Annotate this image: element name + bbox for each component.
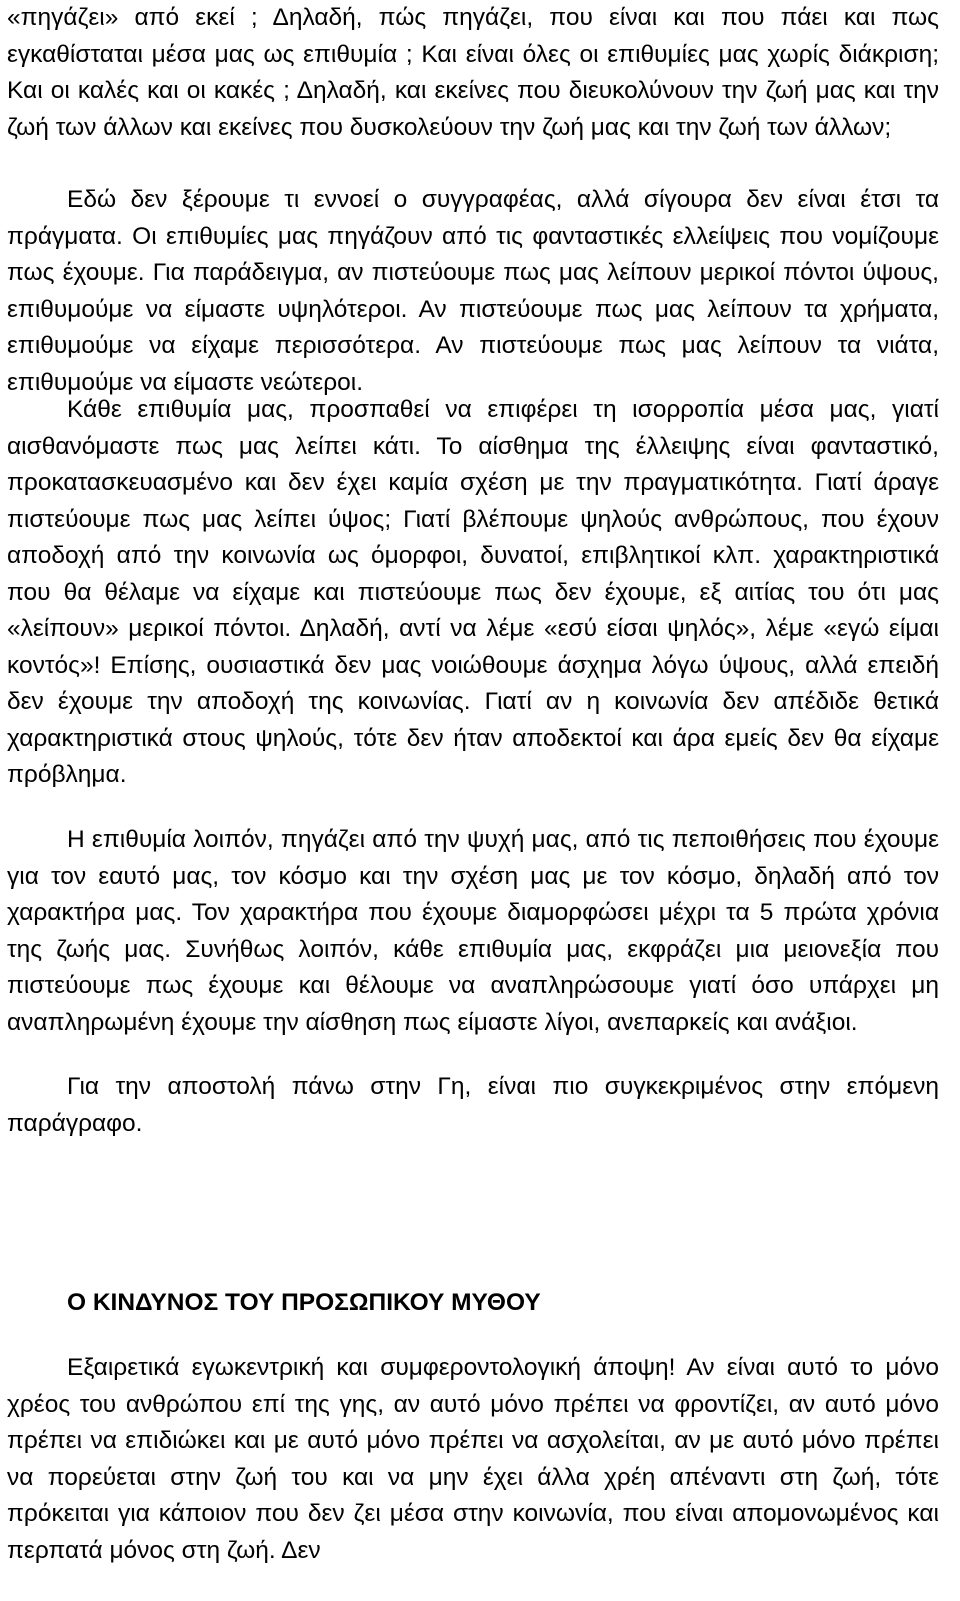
paragraph-egocentric-view: Εξαιρετικά εγωκεντρική και συμφεροντολογική άποψη! Αν είναι αυτό το μόνο χρέος του ανθρώπου επί της γης, αν αυτό μόνο πρέπει να φροντίζει, αν αυτό μόνο πρέπει να επιδιώκει και με αυτό μόνο πρέπει να ασχολείται, αν με αυτό μόνο πρέπει να πορεύεται στην ζωή του και να μην έχει άλλα χρέη απέναντι στη ζωή, τότε πρόκειται για κάποιον που δεν ζει μέσα στην κοινωνία, που είναι απομονωμένος και περπατά μόνος στη ζωή. Δεν	[7, 1354, 939, 1564]
paragraph-mission: Για την αποστολή πάνω στην Γη, είναι πιο συγκεκριμένος στην επόμενη παράγραφο.	[7, 1073, 939, 1137]
paragraph-desire-source: Η επιθυμία λοιπόν, πηγάζει από την ψυχή μας, από τις πεποιθήσεις που έχουμε για τον εαυτό μας, τον κόσμο και την σχέση μας με τον κόσμο, δηλαδή από τον χαρακτήρα μας. Τον χαρακτήρα που έχουμε διαμορφώσει μέχρι τα 5 πρώτα χρόνια της ζωής μας. Συνήθως λοιπόν, κάθε επιθυμία μας, εκφράζει μια μειονεξία που πιστεύουμε πως έχουμε και θέλουμε να αναπληρώσουμε γιατί όσο υπάρχει μη αναπληρωμένη έχουμε την αίσθηση πως είμαστε λίγοι, ανεπαρκείς και ανάξιοι.	[7, 826, 939, 1036]
paragraph-desires-origin: Εδώ δεν ξέρουμε τι εννοεί ο συγγραφέας, αλλά σίγουρα δεν είναι έτσι τα πράγματα. Οι επιθυμίες μας πηγάζουν από τις φανταστικές ελλείψεις που νομίζουμε πως έχουμε. Για παράδειγμα, αν πιστεύουμε πως μας λείπουν μερικοί πόντοι ύψους, επιθυμούμε να είμαστε υψηλότεροι. Αν πιστεύουμε πως μας λείπουν τα χρήματα, επιθυμούμε να είχαμε περισσότερα. Αν πιστεύουμε πως μας λείπουν τα νιάτα, επιθυμούμε να είμαστε νεώτεροι.	[7, 186, 939, 396]
paragraph-balance-lack: Κάθε επιθυμία μας, προσπαθεί να επιφέρει τη ισορροπία μέσα μας, γιατί αισθανόμαστε πως μας λείπει κάτι. Το αίσθημα της έλλειψης είναι φανταστικό, προκατασκευασμένο και δεν έχει καμία σχέση με την πραγματικότητα. Γιατί άραγε πιστεύουμε πως μας λείπει ύψος; Γιατί βλέπουμε ψηλούς ανθρώπους, που έχουν αποδοχή από την κοινωνία ως όμορφοι, δυνατοί, επιβλητικοί κλπ. χαρακτηριστικά που θα θέλαμε να είχαμε και πιστεύουμε πως δεν έχουμε, εξ αιτίας του ότι μας «λείπουν» μερικοί πόντοι. Δηλαδή, αντί να λέμε «εσύ είσαι ψηλός», λέμε «εγώ είμαι κοντός»! Επίσης, ουσιαστικά δεν μας νοιώθουμε άσχημα λόγω ύψους, αλλά επειδή δεν έχουμε την αποδοχή της κοινωνίας. Γιατί αν η κοινωνία δεν απέδιδε θετικά χαρακτηριστικά στους ψηλούς, τότε δεν ήταν αποδεκτοί και άρα εμείς δεν θα είχαμε πρόβλημα.	[7, 396, 939, 788]
section-heading: Ο ΚΙΝΔΥΝΟΣ ΤΟΥ ΠΡΟΣΩΠΙΚΟΥ ΜΥΘΟΥ	[67, 1289, 541, 1316]
paragraph-questions: «πηγάζει» από εκεί ; Δηλαδή, πώς πηγάζει, που είναι και που πάει και πως εγκαθίσταται μέσα μας ως επιθυμία ; Και είναι όλες οι επιθυμίες μας χωρίς διάκριση; Και οι καλές και οι κακές ; Δηλαδή, και εκείνες που διευκολύνουν την ζωή μας και την ζωή των άλλων και εκείνες που δυσκολεύουν την ζωή μας και την ζωή των άλλων;	[7, 4, 939, 141]
